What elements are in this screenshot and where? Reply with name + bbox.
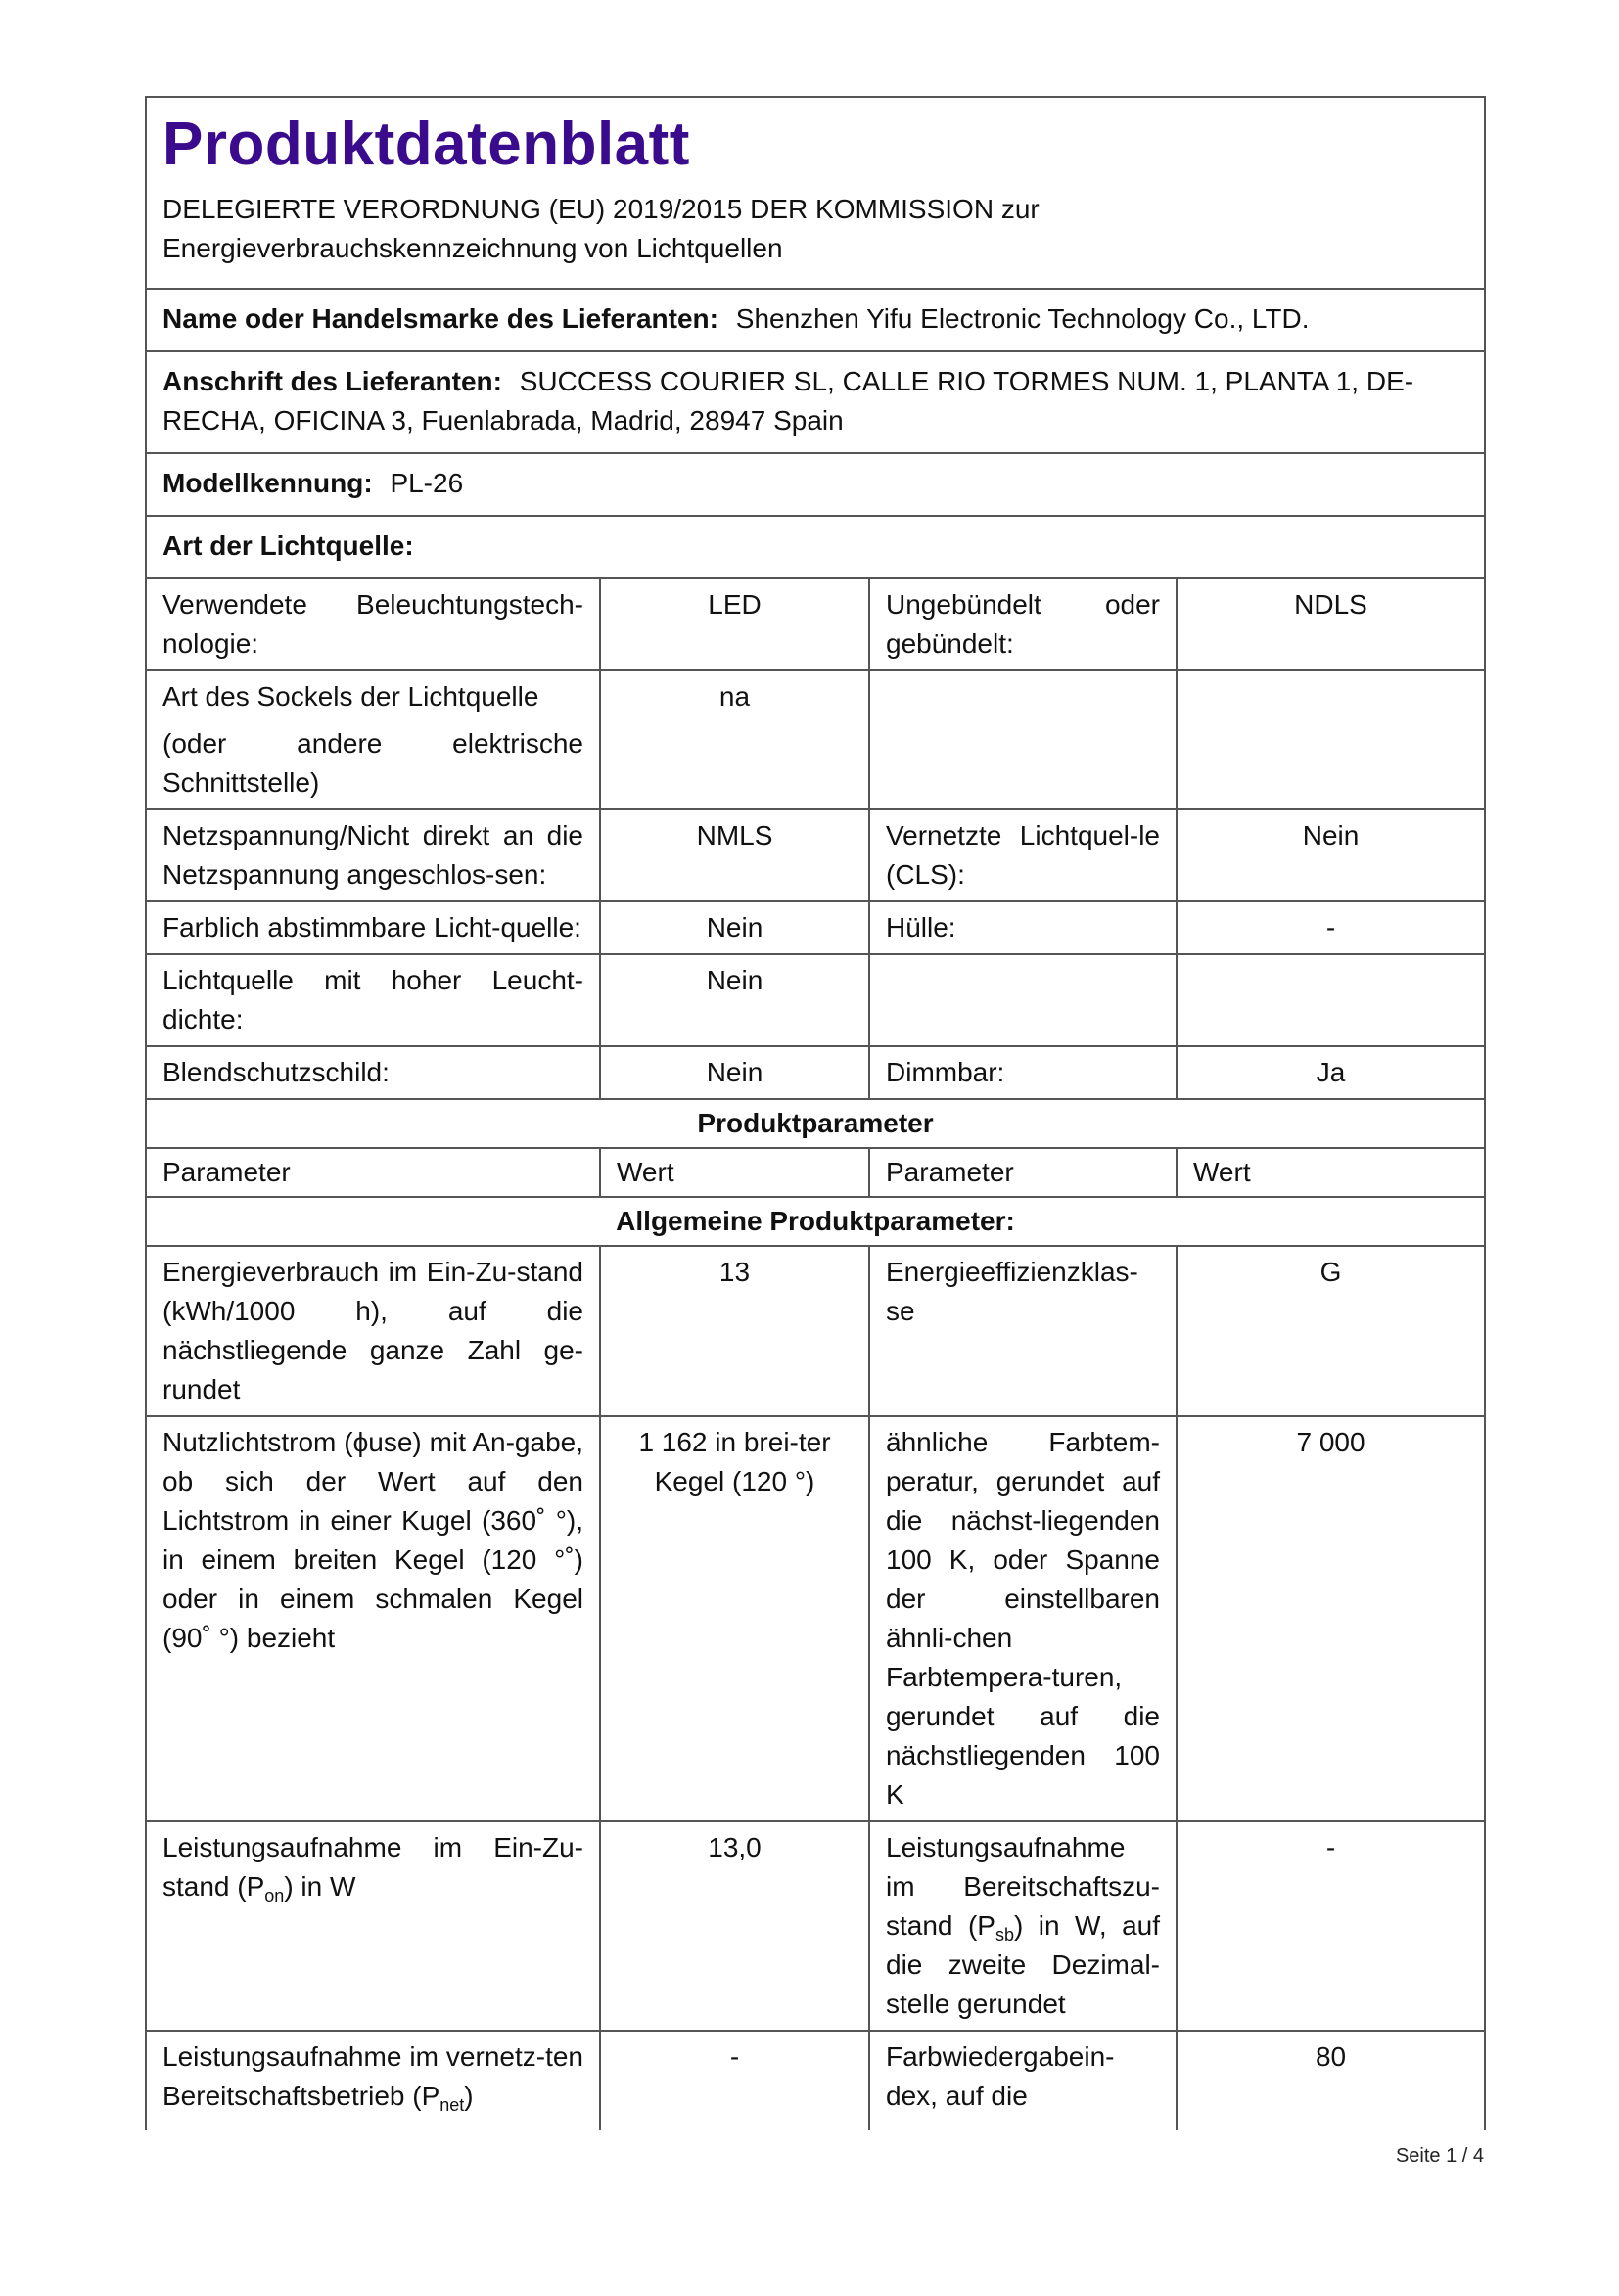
param-cell: Farbwiedergabein-dex, auf die — [869, 2031, 1177, 2162]
value-cell: LED — [600, 578, 869, 670]
param-cell — [869, 954, 1177, 1046]
supplier-name-label: Name oder Handelsmarke des Lieferanten: — [162, 303, 718, 334]
regulation-line-2: Energieverbrauchskennzeichnung von Lichtquellen — [162, 233, 783, 263]
value-cell: 7 000 — [1177, 1416, 1485, 1821]
page-bottom-margin — [0, 2130, 1619, 2296]
regulation-text — [162, 190, 1468, 282]
table-row — [146, 954, 1485, 1046]
value-cell: - — [600, 2031, 869, 2162]
param-cell: Lichtquelle mit hoher Leucht-dichte: — [146, 954, 600, 1046]
header-block — [146, 97, 1485, 289]
table-row — [146, 1246, 1485, 1416]
param-cell: Hülle: — [869, 901, 1177, 954]
product-datasheet — [145, 96, 1484, 2163]
param-cell: Energieeffizienzklas-se — [869, 1246, 1177, 1416]
value-cell — [1177, 954, 1485, 1046]
value-cell: - — [1177, 901, 1485, 954]
param-cell — [869, 1821, 1177, 2031]
regulation-line-1: DELEGIERTE VERORDNUNG (EU) 2019/2015 DER KOMMISSION zur — [162, 194, 1040, 224]
supplier-address-row — [146, 351, 1485, 453]
param-text: ) — [464, 2081, 474, 2111]
table-row — [146, 1046, 1485, 1099]
param-cell — [146, 670, 600, 809]
table-row — [146, 670, 1485, 809]
param-cell: Verwendete Beleuchtungstech-nologie: — [146, 578, 600, 670]
supplier-address-label: Anschrift des Lieferanten: — [162, 366, 502, 396]
value-cell: Ja — [1177, 1046, 1485, 1099]
param-cell: Ungebündelt oder gebündelt: — [869, 578, 1177, 670]
param-text: ) in W, auf die zweite Dezimal-stelle gerundet — [886, 1910, 1161, 2019]
table-row — [146, 809, 1485, 901]
value-cell: Nein — [600, 901, 869, 954]
column-header: Parameter — [146, 1148, 600, 1197]
page-title: Produktdatenblatt — [162, 111, 690, 178]
light-source-type-row — [146, 516, 1485, 578]
param-text: Leistungsaufnahme im Bereitschaftszu-stand (P — [886, 1832, 1160, 1941]
value-cell: Nein — [1177, 809, 1485, 901]
section-header-row — [146, 1099, 1485, 1148]
param-cell — [869, 670, 1177, 809]
subscript: net — [439, 2095, 465, 2115]
value-cell: 80 — [1177, 2031, 1485, 2162]
value-cell: Nein — [600, 1046, 869, 1099]
value-cell: NMLS — [600, 809, 869, 901]
param-text: Leistungsaufnahme im vernetz-ten Bereitschaftsbetrieb (P — [162, 2042, 583, 2111]
table-row — [146, 578, 1485, 670]
section-header-row — [146, 1197, 1485, 1246]
value-cell: 1 162 in brei-ter Kegel (120 °) — [600, 1416, 869, 1821]
subscript: on — [264, 1886, 285, 1906]
model-label: Modellkennung: — [162, 468, 373, 498]
table-row — [146, 1416, 1485, 1821]
supplier-name-row — [146, 289, 1485, 351]
value-cell: G — [1177, 1246, 1485, 1416]
value-cell: na — [600, 670, 869, 809]
param-cell — [146, 1821, 600, 2031]
table-row — [146, 1821, 1485, 2031]
datasheet-table — [145, 96, 1486, 2163]
column-header: Wert — [600, 1148, 869, 1197]
param-cell: Blendschutzschild: — [146, 1046, 600, 1099]
section-title-general-parameters: Allgemeine Produktparameter: — [146, 1197, 1485, 1246]
param-line: Art des Sockels der Lichtquelle — [162, 681, 539, 712]
page-number: Seite 1 / 4 — [1395, 2145, 1484, 2167]
value-cell: NDLS — [1177, 578, 1485, 670]
param-cell: ähnliche Farbtem-peratur, gerundet auf die nächst-liegenden 100 K, oder Spanne der einstellbaren ähnli-chen Farbtempera-turen, gerundet auf die nächstliegenden 100 K — [869, 1416, 1177, 1821]
section-title-product-parameters: Produktparameter — [146, 1099, 1485, 1148]
subscript: sb — [995, 1925, 1014, 1945]
column-header-row — [146, 1148, 1485, 1197]
supplier-name-value: Shenzhen Yifu Electronic Technology Co., LTD. — [735, 303, 1310, 334]
model-row — [146, 453, 1485, 516]
param-cell: Vernetzte Lichtquel-le (CLS): — [869, 809, 1177, 901]
param-cell: Dimmbar: — [869, 1046, 1177, 1099]
value-cell: 13,0 — [600, 1821, 869, 2031]
param-text: Leistungsaufnahme im Ein-Zu-stand (P — [162, 1832, 583, 1902]
light-source-type-label: Art der Lichtquelle: — [162, 530, 414, 561]
param-cell: Netzspannung/Nicht direkt an die Netzspannung angeschlos-sen: — [146, 809, 600, 901]
param-text: ) in W — [284, 1871, 356, 1902]
model-value: PL-26 — [390, 468, 464, 498]
param-cell: Nutzlichtstrom (ϕuse) mit An-gabe, ob sich der Wert auf den Lichtstrom in einer Kugel (360˚ °), in einem breiten Kegel (120 °˚) oder in einem schmalen Kegel (90˚ °) bezieht — [146, 1416, 600, 1821]
value-cell: Nein — [600, 954, 869, 1046]
value-cell: - — [1177, 1821, 1485, 2031]
table-row — [146, 901, 1485, 954]
column-header: Parameter — [869, 1148, 1177, 1197]
value-cell — [1177, 670, 1485, 809]
param-cell: Farblich abstimmbare Licht-quelle: — [146, 901, 600, 954]
column-header: Wert — [1177, 1148, 1485, 1197]
value-cell: 13 — [600, 1246, 869, 1416]
param-cell: Energieverbrauch im Ein-Zu-stand (kWh/1000 h), auf die nächstliegende ganze Zahl ge-rundet — [146, 1246, 600, 1416]
supplier-address-value: SUCCESS COURIER SL, CALLE RIO TORMES NUM. 1, PLANTA 1, DE-RECHA, OFICINA 3, Fuenlabrada, Madrid, 28947 Spain — [162, 366, 1414, 436]
param-line: (oder andere elektrische Schnittstelle) — [162, 728, 583, 798]
